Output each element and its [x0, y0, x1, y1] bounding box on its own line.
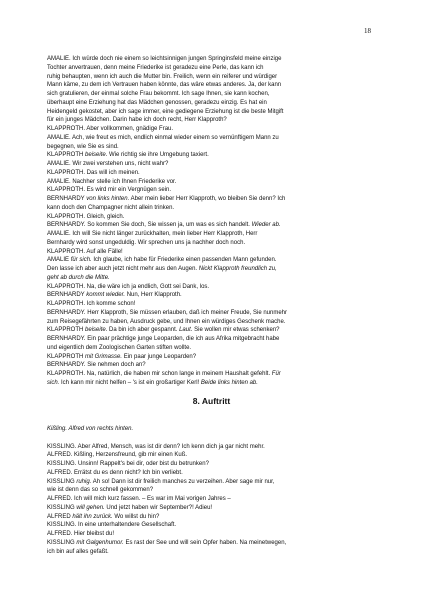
text-line: [47, 318, 387, 327]
line-text: ich bin auf alles gefaßt.: [47, 548, 109, 555]
line-text: ruhig behaupten, wenn ich auch die Mutter bin. Freilich, wenn ein reiferer und würdiger: [47, 73, 278, 80]
text-line: [47, 513, 387, 522]
text-line: [47, 469, 387, 478]
text-line: [47, 300, 387, 309]
text-line: [47, 134, 387, 143]
text-line: [47, 326, 387, 335]
stage-direction: will gehen.: [76, 504, 105, 511]
line-text: zum Reisegefährten zu haben, Ausdruck gebe, und Ihnen ein würdiges Geschenk mache.: [47, 318, 286, 325]
stage-direction: beiseite.: [85, 327, 108, 334]
line-text: Bernhardy wird sonst ungeduldig. Wir sprechen uns ja nachher doch noch.: [47, 239, 246, 246]
line-text: ALFRED: [47, 513, 73, 520]
stage-direction: Laut.: [179, 327, 193, 334]
line-text: AMALIE. Ich würde doch nie einem so leichtsinnigen jungen Springinsfeld meine einzige: [47, 56, 282, 62]
line-text: KLAPPROTH. Das will ich meinen.: [47, 169, 140, 176]
line-text: KISSLING. In eine unterhaltendere Gesellschaft.: [47, 522, 177, 529]
line-text: Wie richtig sie ihre Umgebung taxiert.: [107, 152, 209, 159]
line-text: KISSLING. Aber Alfred, Mensch, was ist dir denn? Ich kenn dich ja gar nicht mehr.: [47, 443, 265, 450]
stage-direction: mit Galgenhumor.: [76, 539, 124, 546]
text-line: [47, 178, 387, 187]
text-line: [47, 213, 387, 222]
line-text: Aber mein lieber Herr Klapproth, wo bleiben Sie denn? Ich: [129, 196, 286, 202]
stage-direction: von links hinten.: [86, 196, 130, 202]
line-text: für ein junges Mädchen. Darin habe ich doch recht, Herr Klapproth?: [47, 117, 227, 124]
line-text: BERNHARDY. Herr Klapproth, Sie müssen erlauben, daß ich meiner Freude, Sie nunmehr: [47, 309, 287, 316]
stage-direction: mit Grimasse.: [85, 353, 123, 360]
text-line: [47, 274, 387, 283]
stage-direction: beiseite.: [85, 152, 108, 159]
line-text: BERNHARDY. Sie nehmen doch an?: [47, 362, 146, 369]
line-text: Ein paar junge Leoparden?: [122, 353, 197, 360]
text-line: [47, 248, 387, 257]
text-line: [47, 256, 387, 265]
stage-direction: hält ihn zurück.: [72, 513, 113, 520]
dialogue-block-scene-7: [47, 55, 387, 388]
text-line: [47, 239, 387, 248]
stage-direction: für sich.: [70, 257, 92, 264]
line-text: wie ist denn das so schnell gekommen?: [47, 487, 154, 494]
line-text: Und jetzt haben wir September?! Adieu!: [104, 504, 213, 511]
text-line: [47, 344, 387, 353]
text-line: [47, 186, 387, 195]
text-line: [47, 116, 387, 125]
line-text: Ich kann mir nicht helfen – 's ist ein großartiger Kerl!: [59, 379, 201, 386]
line-text: KLAPPROTH: [47, 152, 86, 159]
line-text: sich gratulieren, der einmal solche Frau bekommt. Ich sage Ihnen, sie kann kochen,: [47, 91, 270, 97]
line-text: Den lasse ich aber auch jetzt nicht mehr aus den Augen.: [47, 266, 199, 272]
line-text: KLAPPROTH: [47, 353, 86, 360]
line-text: KLAPPROTH. Aber vollkommen, gnädige Frau.: [47, 126, 174, 132]
text-line: [47, 125, 387, 134]
line-text: Heidengeld gekostet, aber ich sage immer, eine gediegene Erziehung ist die beste Mitgift: [47, 108, 284, 115]
stage-direction: Wieder ab.: [251, 222, 281, 229]
text-line: [47, 55, 387, 64]
text-line: [47, 478, 387, 487]
line-text: KLAPPROTH. Ich komme schon!: [47, 301, 136, 307]
line-text: begegnen, wie Sie es sind.: [47, 143, 119, 150]
line-text: Mann käme, zu dem ich Vertrauen haben könnte, das wäre etwas anderes. Ja, der kann: [47, 82, 282, 89]
line-text: Es rast der See und will sein Opfer haben. Na meinetwegen,: [123, 539, 287, 546]
text-line: [47, 379, 387, 388]
text-line: [47, 64, 387, 73]
text-line: [47, 443, 387, 452]
line-text: ALFRED. Hier bleibst du!: [47, 531, 115, 537]
line-text: Ich glaube, ich habe für Friederike einen passenden Mann gefunden.: [91, 257, 277, 264]
scene-heading: 8. Auftritt: [192, 396, 231, 406]
line-text: Ah so! Dann ist dir freilich manches zu verzeihen. Aber sage mir nur,: [91, 478, 275, 485]
line-text: AMALIE. Ach, wie freut es mich, endlich einmal wieder einem so vernünftigem Mann zu: [47, 134, 279, 141]
text-line: [47, 539, 387, 548]
line-text: BERNHARDY. Ein paar prächtige junge Leoparden, die ich aus Afrika mitgebracht habe: [47, 336, 280, 342]
text-line: [47, 425, 387, 434]
line-text: überhaupt eine Erziehung hat das Mädchen genossen, geradezu einzig. Es hat ein: [47, 99, 267, 106]
dialogue-block-scene-8: [47, 425, 387, 556]
text-line: [47, 309, 387, 318]
line-text: KISSLING: [47, 539, 77, 546]
line-text: BERNHARDY. So kommen Sie doch, Sie wissen ja, um was es sich handelt.: [47, 222, 252, 229]
line-text: KLAPPROTH. Auf alle Fälle!: [47, 248, 123, 255]
text-line: [47, 530, 387, 539]
stage-direction: sich.: [47, 379, 60, 386]
line-text: BERNHARDY: [47, 196, 87, 202]
stage-direction: kommt wieder.: [86, 292, 126, 299]
text-line: [47, 486, 387, 495]
text-line: [47, 353, 387, 362]
line-text: AMALIE: [47, 257, 71, 264]
stage-direction: Kißling. Alfred von rechts hinten.: [47, 426, 134, 432]
text-line: [47, 283, 387, 292]
line-text: KLAPPROTH. Es wird mir ein Vergnügen sein.: [47, 187, 172, 194]
line-text: ALFRED. Ich will mich kurz fassen. – Es war im Mai vorigen Jahres –: [47, 496, 231, 502]
line-text: Nun, Herr Klapproth.: [125, 292, 182, 299]
text-line: [47, 548, 387, 557]
text-line: [47, 73, 387, 82]
stage-direction: ruhig.: [76, 478, 92, 485]
text-line: [47, 195, 387, 204]
text-line: [47, 151, 387, 160]
text-line: [47, 143, 387, 152]
text-line: [47, 221, 387, 230]
text-line: [47, 434, 387, 443]
text-line: [47, 504, 387, 513]
text-line: [47, 81, 387, 90]
line-text: Wo willst du hin?: [112, 513, 160, 520]
text-line: [47, 291, 387, 300]
stage-direction: geht ab durch die Mitte.: [47, 274, 110, 281]
text-line: [47, 370, 387, 379]
text-line: [47, 335, 387, 344]
line-text: ALFRED. Kißling, Herzensfreund, gib mir einen Kuß.: [47, 452, 188, 459]
line-text: AMALIE. Nachher stelle ich Ihnen Friederike vor.: [47, 178, 177, 185]
page-number: 18: [364, 27, 371, 35]
line-text: und eigentlich dem Zoologischen Garten stiften wollte.: [47, 344, 192, 351]
line-text: Tochter anvertrauen, denn meine Friederike ist geradezu eine Perle, das kann ich: [47, 64, 264, 71]
text-line: [47, 160, 387, 169]
text-line: [47, 361, 387, 370]
line-text: Da bin ich aber gespannt.: [107, 327, 180, 334]
text-line: [47, 99, 387, 108]
line-text: KISSLING. Unsinn! Rappelt's bei dir, oder bist du betrunken?: [47, 461, 209, 467]
line-text: KISSLING: [47, 478, 77, 485]
text-line: [47, 495, 387, 504]
line-text: KISSLING: [47, 504, 77, 511]
line-text: KLAPPROTH. Na, natürlich, die haben mir schon lange in meinem Haushalt gefehlt.: [47, 371, 272, 377]
line-text: KLAPPROTH. Na, die wäre ich ja endlich, Gott sei Dank, los.: [47, 283, 210, 290]
line-text: Sie wollen mir etwas schenken?: [192, 327, 280, 334]
text-line: [47, 90, 387, 99]
text-line: [47, 204, 387, 213]
text-line: [47, 265, 387, 274]
stage-direction: Beide links hinten ab.: [200, 379, 258, 386]
text-line: [47, 108, 387, 117]
line-text: KLAPPROTH: [47, 327, 86, 334]
line-text: ALFRED. Errätst du es denn nicht? Ich bin verliebt.: [47, 469, 183, 476]
stage-direction: Für: [271, 371, 281, 377]
text-line: [47, 460, 387, 469]
text-line: [47, 169, 387, 178]
line-text: KLAPPROTH. Gleich, gleich.: [47, 213, 125, 220]
line-text: kann doch den Champagner nicht allein trinken.: [47, 204, 175, 211]
text-line: [47, 521, 387, 530]
text-line: [47, 230, 387, 239]
line-text: AMALIE. Ich will Sie nicht länger zurückhalten, mein lieber Herr Klapproth, Herr: [47, 231, 258, 237]
line-text: BERNHARDY: [47, 292, 87, 299]
stage-direction: Nickt Klapproth freundlich zu,: [198, 266, 277, 272]
line-text: AMALIE. Wir zwei verstehen uns, nicht wahr?: [47, 161, 169, 167]
text-line: [47, 451, 387, 460]
